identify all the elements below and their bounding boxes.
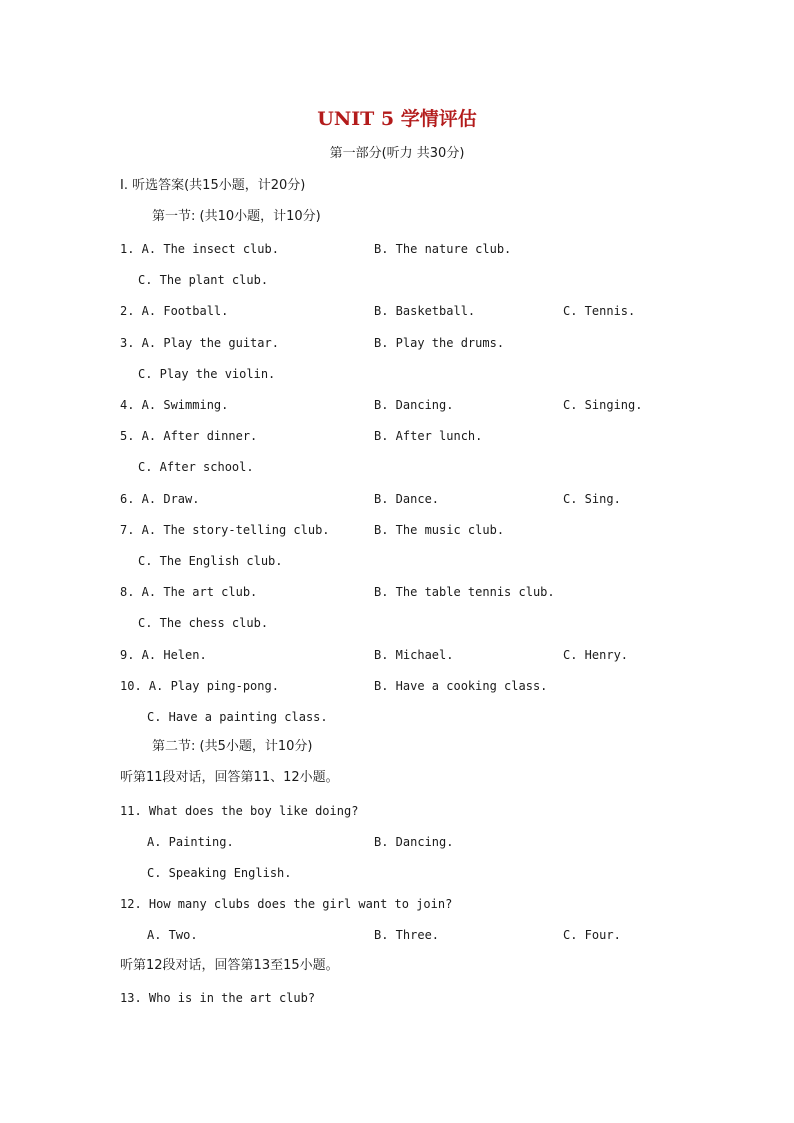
- dialogue-instruction-1: 听第11段对话，回答第11、12小题。: [120, 770, 339, 785]
- q4-option-a: 4. A. Swimming.: [120, 398, 229, 412]
- q10-option-a: 10. A. Play ping-pong.: [120, 679, 279, 693]
- q2-option-a: 2. A. Football.: [120, 304, 229, 318]
- q2-option-c: C. Tennis.: [563, 304, 636, 318]
- q2-option-b: B. Basketball.: [374, 304, 476, 318]
- q6-option-a: 6. A. Draw.: [120, 492, 200, 506]
- subsection-heading-2: 第二节: (共5小题，计10分): [152, 739, 313, 754]
- q8-option-a: 8. A. The art club.: [120, 585, 258, 599]
- q3-option-a: 3. A. Play the guitar.: [120, 336, 279, 350]
- q3-option-c: C. Play the violin.: [138, 367, 276, 381]
- q9-option-c: C. Henry.: [563, 648, 629, 662]
- q4-option-c: C. Singing.: [563, 398, 643, 412]
- q7-option-a: 7. A. The story-telling club.: [120, 523, 330, 537]
- q8-option-c: C. The chess club.: [138, 616, 269, 630]
- q8-option-b: B. The table tennis club.: [374, 585, 555, 599]
- q4-option-b: B. Dancing.: [374, 398, 454, 412]
- q6-option-b: B. Dance.: [374, 492, 440, 506]
- part-heading: 第一部分(听力 共30分): [329, 146, 465, 161]
- subsection-heading: 第一节: (共10小题，计10分): [152, 209, 321, 224]
- q12-option-c: C. Four.: [563, 928, 621, 942]
- q9-option-b: B. Michael.: [374, 648, 454, 662]
- q1-option-c: C. The plant club.: [138, 273, 269, 287]
- q10-option-b: B. Have a cooking class.: [374, 679, 548, 693]
- q1-option-a: 1. A. The insect club.: [120, 242, 279, 256]
- q5-option-a: 5. A. After dinner.: [120, 429, 258, 443]
- q6-option-c: C. Sing.: [563, 492, 621, 506]
- page-title: UNIT 5 学情评估: [317, 108, 477, 130]
- dialogue-instruction-2: 听第12段对话，回答第13至15小题。: [120, 958, 339, 973]
- q7-option-c: C. The English club.: [138, 554, 283, 568]
- q11-option-a: A. Painting.: [147, 835, 234, 849]
- q5-option-c: C. After school.: [138, 460, 254, 474]
- section-heading: Ⅰ. 听选答案(共15小题，计20分): [120, 178, 306, 193]
- q12-stem: 12. How many clubs does the girl want to join?: [120, 897, 453, 911]
- q10-option-c: C. Have a painting class.: [147, 710, 328, 724]
- q9-option-a: 9. A. Helen.: [120, 648, 207, 662]
- q11-stem: 11. What does the boy like doing?: [120, 804, 359, 818]
- q5-option-b: B. After lunch.: [374, 429, 483, 443]
- q7-option-b: B. The music club.: [374, 523, 505, 537]
- q1-option-b: B. The nature club.: [374, 242, 512, 256]
- q12-option-a: A. Two.: [147, 928, 198, 942]
- q11-option-c: C. Speaking English.: [147, 866, 292, 880]
- q3-option-b: B. Play the drums.: [374, 336, 505, 350]
- q13-stem: 13. Who is in the art club?: [120, 991, 316, 1005]
- q11-option-b: B. Dancing.: [374, 835, 454, 849]
- q12-option-b: B. Three.: [374, 928, 440, 942]
